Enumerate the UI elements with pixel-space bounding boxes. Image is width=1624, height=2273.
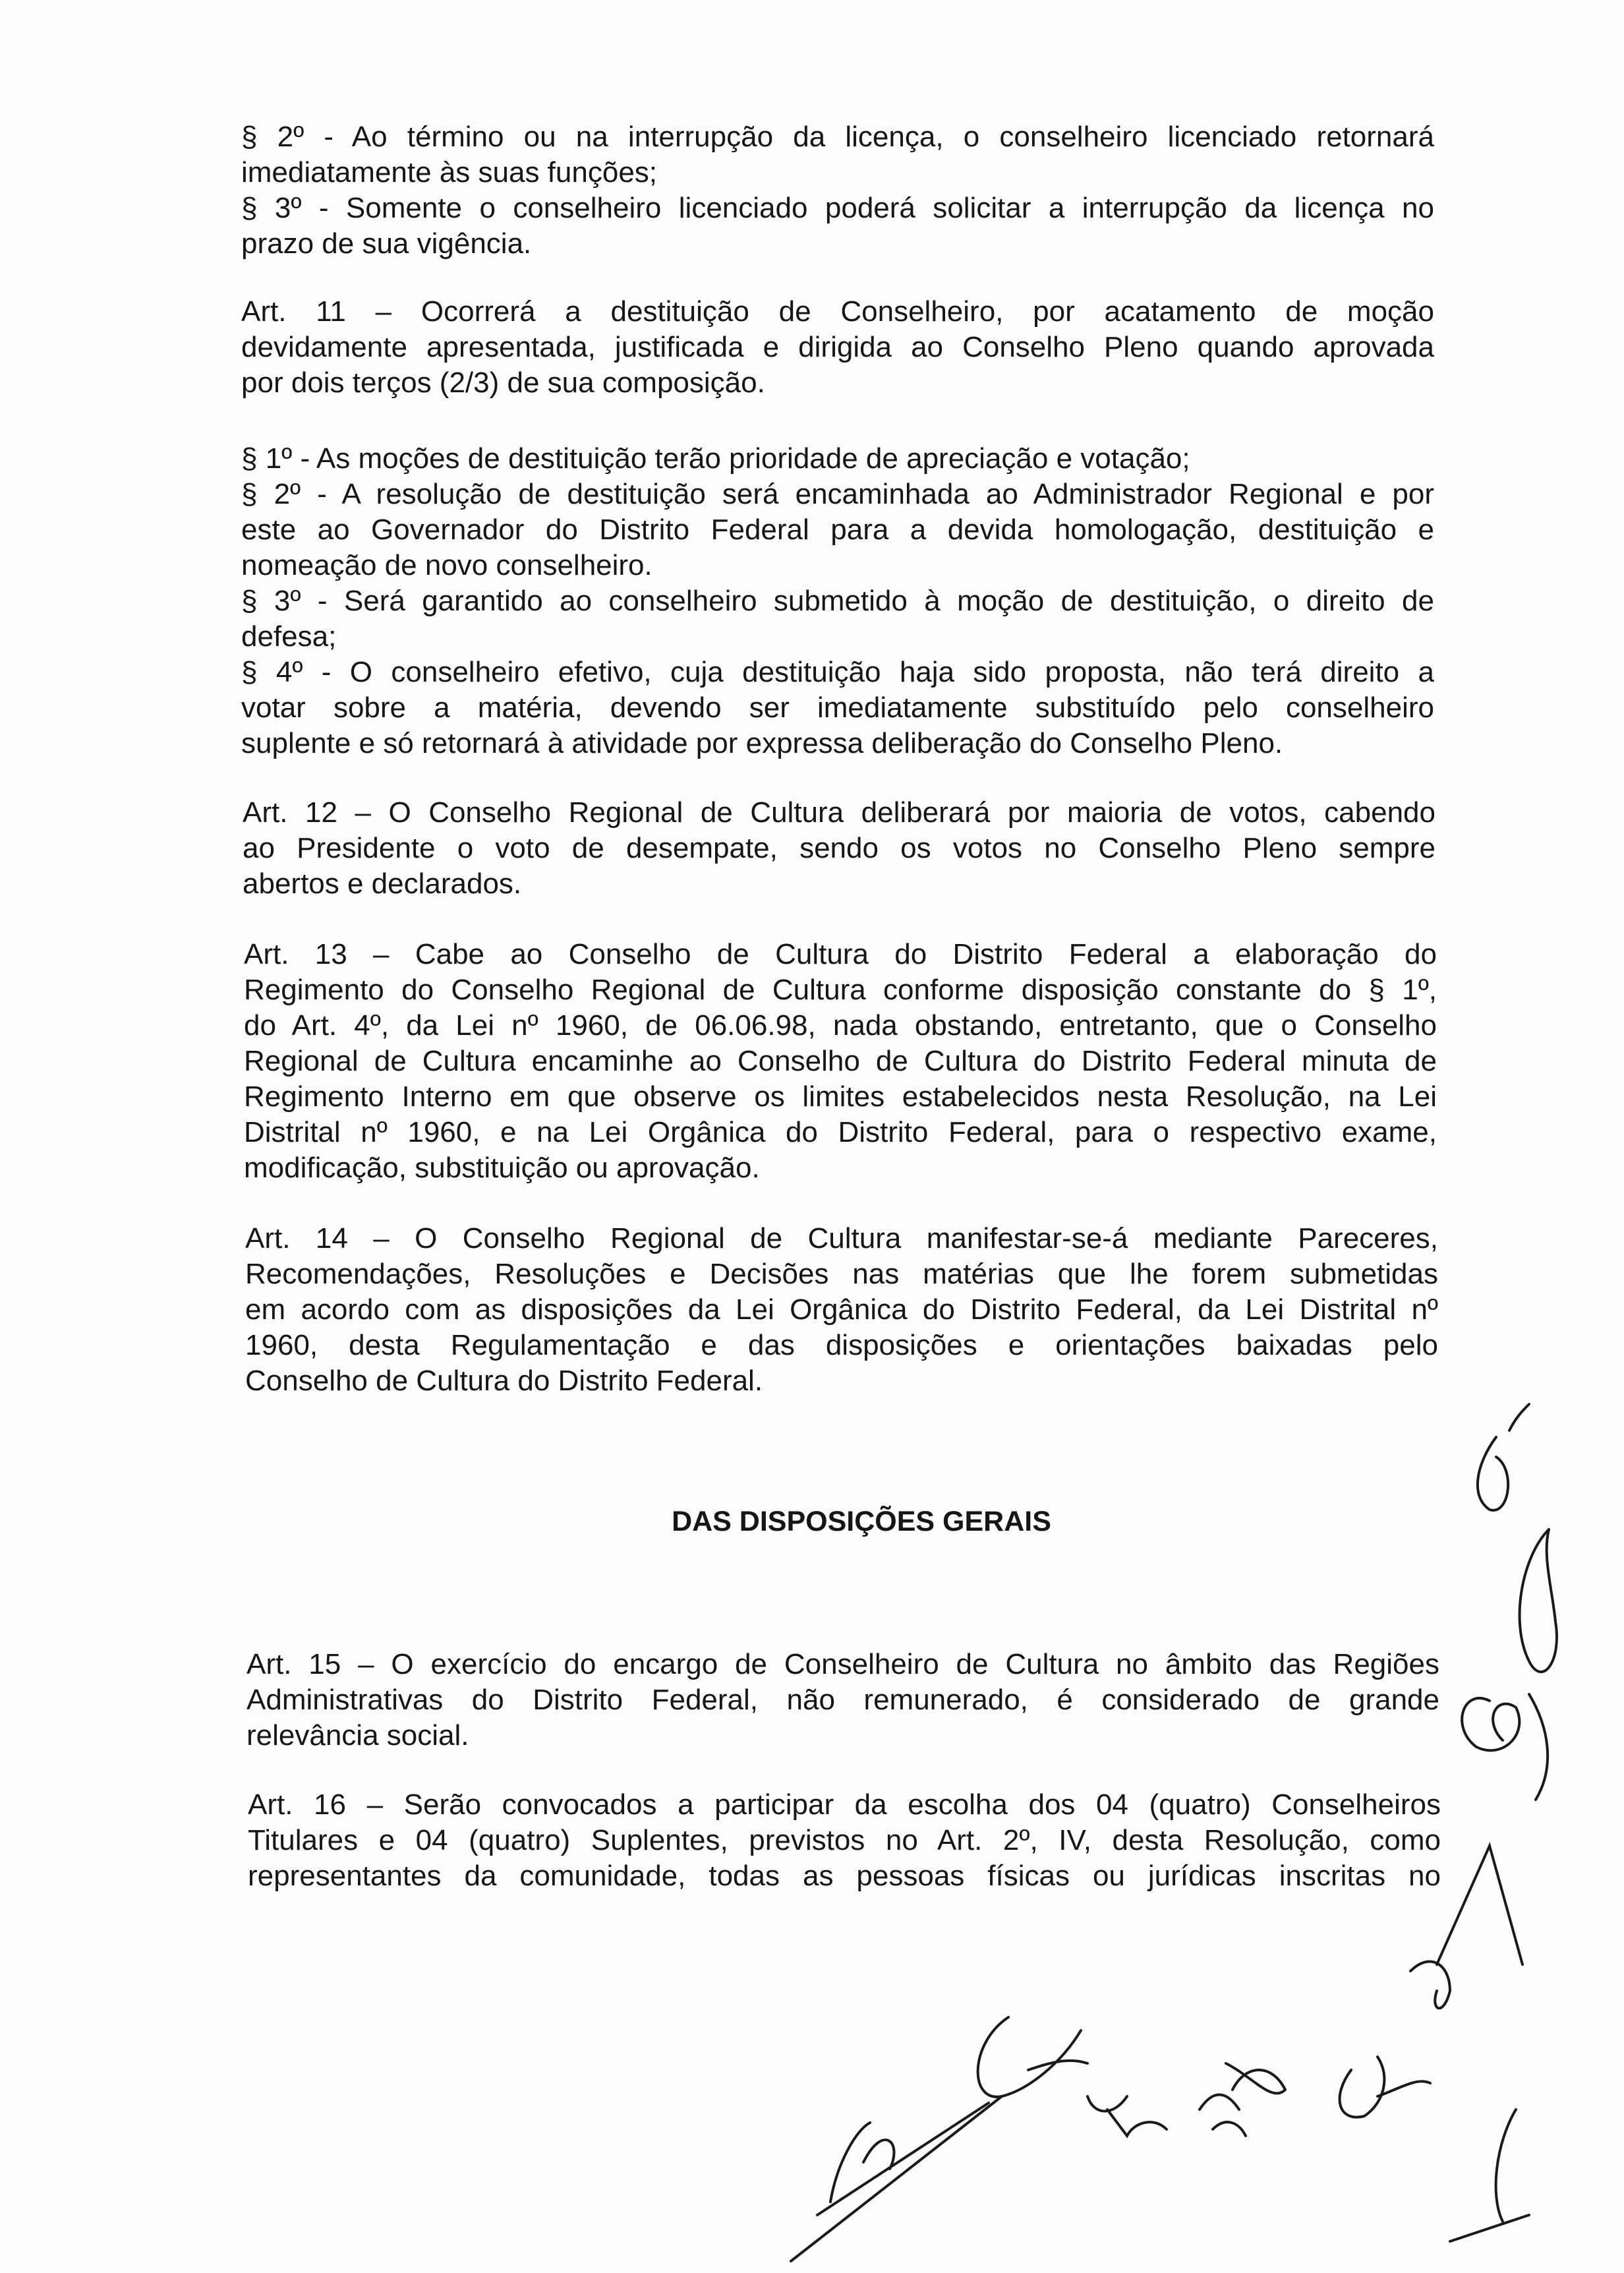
text-line: relevância social. [246, 1719, 469, 1752]
text-line: Regimento Interno em que observe os limites estabelecidos nesta Resolução, na Lei [244, 1080, 1437, 1113]
signature [1340, 2057, 1529, 2241]
signature [1410, 1846, 1522, 2008]
text-line: Conselho de Cultura do Distrito Federal. [245, 1365, 763, 1397]
text-line: § 2º - Ao término ou na interrupção da licença, o conselheiro licenciado retornará [241, 121, 1434, 153]
text-line: Administrativas do Distrito Federal, não remunerado, é considerado de grande [246, 1684, 1439, 1716]
text-line: devidamente apresentada, justificada e dirigida ao Conselho Pleno quando aprovada [241, 331, 1434, 363]
section-heading: DAS DISPOSIÇÕES GERAIS [672, 1506, 1051, 1537]
text-line: prazo de sua vigência. [241, 227, 532, 260]
text-line: § 2º - A resolução de destituição será encaminhada ao Administrador Regional e por [241, 478, 1434, 510]
text-line: § 3º - Será garantido ao conselheiro submetido à moção de destituição, o direito de [241, 585, 1434, 617]
text-line: representantes da comunidade, todas as pessoas físicas ou jurídicas inscritas no [248, 1860, 1441, 1892]
text-line: Art. 12 – O Conselho Regional de Cultura deliberará por maioria de votos, cabendo [243, 796, 1436, 829]
text-line: § 4º - O conselheiro efetivo, cuja destituição haja sido proposta, não terá direito a [241, 656, 1434, 688]
text-line: defesa; [241, 620, 337, 653]
text-line: Regimento do Conselho Regional de Cultura conforme disposição constante do § 1º, [244, 974, 1437, 1006]
text-line: 1960, desta Regulamentação e das disposições e orientações baixadas pelo [245, 1329, 1438, 1361]
text-line: Titulares e 04 (quatro) Suplentes, previstos no Art. 2º, IV, desta Resolução, como [248, 1824, 1441, 1856]
text-line: § 3º - Somente o conselheiro licenciado poderá solicitar a interrupção da licença no [241, 192, 1434, 224]
text-line: Art. 15 – O exercício do encargo de Conselheiro de Cultura no âmbito das Regiões [246, 1648, 1439, 1680]
signature [791, 2017, 1088, 2261]
text-line: Recomendações, Resoluções e Decisões nas matérias que lhe forem submetidas [245, 1258, 1438, 1290]
signature [1088, 2096, 1167, 2136]
text-line: Regional de Cultura encaminhe ao Conselho de Cultura do Distrito Federal minuta de [244, 1045, 1437, 1077]
text-line: em acordo com as disposições da Lei Orgânica do Distrito Federal, da Lei Distrital nº [245, 1293, 1438, 1326]
signature [1520, 1529, 1557, 1672]
text-line: Art. 13 – Cabe ao Conselho de Cultura do Distrito Federal a elaboração do [244, 938, 1437, 970]
text-line: abertos e declarados. [243, 868, 522, 900]
text-line: por dois terços (2/3) de sua composição. [241, 367, 765, 399]
text-line: Art. 14 – O Conselho Regional de Cultura manifestar-se-á mediante Pareceres, [245, 1222, 1438, 1255]
text-line: este ao Governador do Distrito Federal para a devida homologação, destituição e [241, 514, 1434, 546]
signature [1200, 2063, 1285, 2136]
signature [1462, 1694, 1548, 1800]
text-line: § 1º - As moções de destituição terão prioridade de apreciação e votação; [241, 442, 1190, 475]
signature [1478, 1404, 1529, 1510]
text-line: modificação, substituição ou aprovação. [244, 1152, 760, 1184]
text-line: imediatamente às suas funções; [241, 156, 658, 189]
text-line: Art. 16 – Serão convocados a participar da escolha dos 04 (quatro) Conselheiros [248, 1788, 1441, 1821]
signature [817, 2103, 989, 2215]
text-line: ao Presidente o voto de desempate, sendo os votos no Conselho Pleno sempre [243, 832, 1436, 864]
text-line: votar sobre a matéria, devendo ser imediatamente substituído pelo conselheiro [241, 692, 1434, 724]
text-line: do Art. 4º, da Lei nº 1960, de 06.06.98, nada obstando, entretanto, que o Conselho [244, 1009, 1437, 1042]
text-line: suplente e só retornará à atividade por expressa deliberação do Conselho Pleno. [241, 727, 1283, 759]
text-line: nomeação de novo conselheiro. [241, 549, 652, 581]
text-line: Art. 11 – Ocorrerá a destituição de Conselheiro, por acatamento de moção [241, 295, 1434, 328]
text-line: Distrital nº 1960, e na Lei Orgânica do Distrito Federal, para o respectivo exame, [244, 1116, 1437, 1148]
